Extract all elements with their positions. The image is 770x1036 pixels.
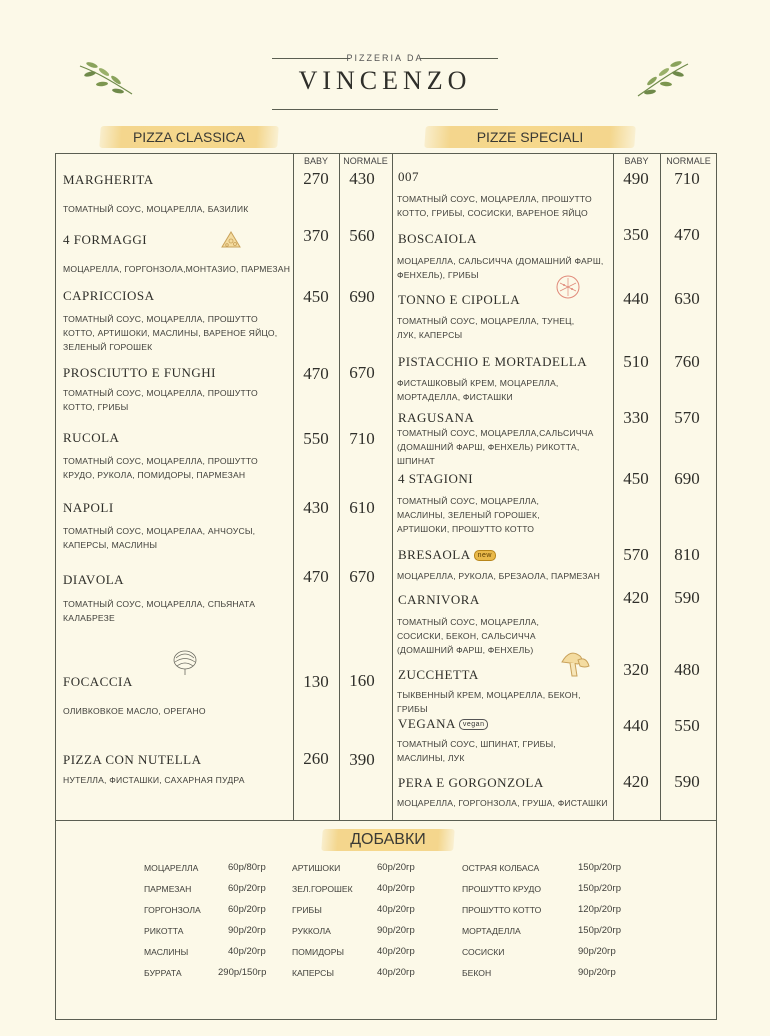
price-baby: 440: [623, 716, 649, 735]
extra-name: ЗЕЛ.ГОРОШЕК: [292, 884, 353, 894]
item-desc: ТОМАТНЫЙ СОУС, МОЦАРЕЛЛА, ПРОШУТТО КОТТО, ГРИБЫ, СОСИСКИ, ВАРЕНОЕ ЯЙЦО: [397, 194, 592, 218]
item-desc: ТЫКВЕННЫЙ КРЕМ, МОЦАРЕЛЛА, БЕКОН, ГРИБЫ: [397, 690, 581, 714]
item-name: PIZZA CON NUTELLA: [63, 752, 202, 767]
section-banner-speciali: PIZZE SPECIALI: [425, 123, 635, 151]
item-name: FOCACCIA: [63, 674, 133, 689]
price-baby: 330: [623, 408, 649, 427]
artichoke-icon: [170, 646, 200, 676]
olive-branch-icon: [634, 60, 690, 98]
frame-right: [716, 153, 717, 1020]
price-baby: 490: [623, 169, 649, 188]
item-desc: ФИСТАШКОВЫЙ КРЕМ, МОЦАРЕЛЛА, МОРТАДЕЛЛА, ФИСТАШКИ: [397, 378, 559, 402]
extra-name: ПАРМЕЗАН: [144, 884, 192, 894]
extra-price: 290р/150гр: [218, 967, 267, 978]
frame-separator-extras: [55, 820, 717, 821]
price-normale: 760: [674, 352, 700, 371]
mushroom-icon: [558, 646, 592, 680]
col-divider: [660, 153, 661, 820]
cheese-icon: [219, 229, 243, 253]
section-banner-extras: ДОБАВКИ: [322, 826, 454, 854]
item-name: [398, 547, 496, 563]
item-desc: ТОМАТНЫЙ СОУС, МОЦАРЕЛЛА, ПРОШУТТО КОТТО, ГРИБЫ: [63, 388, 258, 412]
price-normale: 590: [674, 772, 700, 791]
price-baby: 420: [623, 588, 649, 607]
item-name: ZUCCHETTA: [398, 667, 479, 682]
item-desc: ТОМАТНЫЙ СОУС, МОЦАРЕЛАА, АНЧОУСЫ, КАПЕРСЫ, МАСЛИНЫ: [63, 526, 256, 550]
extra-price: 120р/20гр: [578, 904, 622, 915]
extra-name: ПРОШУТТО КОТТО: [462, 905, 542, 915]
price-normale: 590: [674, 588, 700, 607]
item-desc: ТОМАТНЫЙ СОУС, МОЦАРЕЛЛА, БАЗИЛИК: [63, 204, 249, 214]
price-baby: 450: [623, 469, 649, 488]
price-normale: 390: [349, 750, 375, 769]
item-name: TONNO E CIPOLLA: [398, 292, 521, 307]
price-baby: 450: [303, 287, 329, 306]
frame-top: [55, 153, 717, 154]
extra-price: 40р/20гр: [377, 967, 415, 978]
extra-name: МОРТАДЕЛЛА: [462, 926, 521, 936]
extra-name: МОЦАРЕЛЛА: [144, 863, 199, 873]
extra-name: ОСТРАЯ КОЛБАСА: [462, 863, 540, 873]
extra-price: 90р/20гр: [578, 967, 616, 978]
extra-price: 90р/20гр: [377, 925, 415, 936]
item-name-text: VEGANA: [398, 716, 456, 731]
extra-name: РУККОЛА: [292, 926, 331, 936]
frame-left: [55, 153, 56, 1020]
price-normale: 690: [674, 469, 700, 488]
extra-price: 150р/20гр: [578, 925, 622, 936]
col-header-normale: NORMALE: [666, 156, 711, 166]
price-normale: 160: [349, 671, 375, 690]
header-subtitle: PIZZERIA DA: [346, 53, 424, 63]
price-baby: 320: [623, 660, 649, 679]
item-name: RUCOLA: [63, 430, 120, 445]
extra-price: 60р/20гр: [377, 862, 415, 873]
item-desc: ТОМАТНЫЙ СОУС, ШПИНАТ, ГРИБЫ, МАСЛИНЫ, ЛУК: [397, 739, 556, 763]
price-normale: 670: [349, 363, 375, 382]
extra-price: 40р/20гр: [377, 946, 415, 957]
item-name: BOSCAIOLA: [398, 231, 477, 246]
olive-branch-icon: [78, 60, 134, 98]
price-normale: 810: [674, 545, 700, 564]
item-desc: МОЦАРЕЛЛА, САЛЬСИЧЧА (ДОМАШНИЙ ФАРШ, ФЕНХЕЛЬ), ГРИБЫ: [397, 256, 604, 280]
price-baby: 430: [303, 498, 329, 517]
price-baby: 550: [303, 429, 329, 448]
price-normale: 560: [349, 226, 375, 245]
vegan-badge: vegan: [459, 719, 489, 730]
item-name: CAPRICCIOSA: [63, 288, 155, 303]
item-name-text: BRESAOLA: [398, 547, 471, 562]
extra-name: МАСЛИНЫ: [144, 947, 189, 957]
item-name: 007: [398, 169, 419, 184]
col-divider: [339, 153, 340, 820]
price-normale: 710: [349, 429, 375, 448]
extra-name: АРТИШОКИ: [292, 863, 341, 873]
item-name: CARNIVORA: [398, 592, 480, 607]
col-divider: [293, 153, 294, 820]
item-name: RAGUSANA: [398, 410, 475, 425]
extra-price: 90р/20гр: [228, 925, 266, 936]
extra-price: 40р/20гр: [377, 883, 415, 894]
extra-price: 90р/20гр: [578, 946, 616, 957]
item-name: 4 STAGIONI: [398, 471, 474, 486]
item-desc: МОЦАРЕЛЛА, РУКОЛА, БРЕЗАОЛА, ПАРМЕЗАН: [397, 571, 600, 581]
extra-name: ПОМИДОРЫ: [292, 947, 345, 957]
price-normale: 670: [349, 567, 375, 586]
price-normale: 550: [674, 716, 700, 735]
price-baby: 130: [303, 672, 329, 691]
section-banner-classica: PIZZA CLASSICA: [100, 123, 278, 151]
extra-name: ГРИБЫ: [292, 905, 322, 915]
price-normale: 630: [674, 289, 700, 308]
col-header-normale: NORMALE: [343, 156, 388, 166]
price-normale: 710: [674, 169, 700, 188]
item-desc: ТОМАТНЫЙ СОУС, МОЦАРЕЛЛА, ПРОШУТТО КРУДО, РУКОЛА, ПОМИДОРЫ, ПАРМЕЗАН: [63, 456, 258, 480]
item-desc: ОЛИВКОВКОЕ МАСЛО, ОРЕГАНО: [63, 706, 206, 716]
tomato-slice-icon: [554, 273, 582, 301]
price-normale: 610: [349, 498, 375, 517]
price-normale: 430: [349, 169, 375, 188]
price-normale: 470: [674, 225, 700, 244]
price-baby: 420: [623, 772, 649, 791]
extra-name: РИКОТТА: [144, 926, 184, 936]
price-baby: 470: [303, 567, 329, 586]
item-name: MARGHERITA: [63, 172, 154, 187]
price-baby: 470: [303, 364, 329, 383]
header-title: VINCENZO: [298, 66, 472, 95]
price-baby: 260: [303, 749, 329, 768]
price-normale: 480: [674, 660, 700, 679]
extra-price: 60р/20гр: [228, 883, 266, 894]
item-desc: ТОМАТНЫЙ СОУС, МОЦАРЕЛЛА, ТУНЕЦ, ЛУК, КАПЕРСЫ: [397, 316, 575, 340]
price-baby: 350: [623, 225, 649, 244]
extra-name: ПРОШУТТО КРУДО: [462, 884, 542, 894]
item-name: PERA E GORGONZOLA: [398, 775, 544, 790]
extra-name: БУРРАТА: [144, 968, 182, 978]
price-baby: 440: [623, 289, 649, 308]
item-name: PISTACCHIO E MORTADELLA: [398, 354, 588, 369]
item-desc: МОЦАРЕЛЛА, ГОРГОНЗОЛА, ГРУША, ФИСТАШКИ: [397, 798, 608, 808]
item-desc: ТОМАТНЫЙ СОУС, МОЦАРЕЛЛА, СПЬЯНАТА КАЛАБРЕЗЕ: [63, 599, 256, 623]
header-rule-bottom: [272, 109, 498, 110]
item-desc: ТОМАТНЫЙ СОУС, МОЦАРЕЛЛА,САЛЬСИЧЧА (ДОМАШНИЙ ФАРШ, ФЕНХЕЛЬ) РИКОТТА, ШПИНАТ: [397, 428, 594, 466]
extra-price: 60р/80гр: [228, 862, 266, 873]
extra-price: 60р/20гр: [228, 904, 266, 915]
col-divider: [613, 153, 614, 820]
item-name: DIAVOLA: [63, 572, 125, 587]
item-name: 4 FORMAGGI: [63, 232, 148, 247]
price-baby: 570: [623, 545, 649, 564]
col-header-baby: BABY: [303, 156, 328, 166]
item-name: NAPOLI: [63, 500, 114, 515]
item-desc: МОЦАРЕЛЛА, ГОРГОНЗОЛА,МОНТАЗИО, ПАРМЕЗАН: [63, 264, 291, 274]
extra-price: 150р/20гр: [578, 862, 622, 873]
extra-name: КАПЕРСЫ: [292, 968, 334, 978]
col-header-baby: BABY: [624, 156, 649, 166]
price-baby: 270: [303, 169, 329, 188]
extra-price: 150р/20гр: [578, 883, 622, 894]
item-desc: ТОМАТНЫЙ СОУС, МОЦАРЕЛЛА, МАСЛИНЫ, ЗЕЛЕНЫЙ ГОРОШЕК, АРТИШОКИ, ПРОШУТТО КОТТО: [397, 496, 540, 534]
extra-price: 40р/20гр: [228, 946, 266, 957]
item-desc: ТОМАТНЫЙ СОУС, МОЦАРЕЛЛА, СОСИСКИ, БЕКОН, САЛЬСИЧЧА (ДОМАШНИЙ ФАРШ, ФЕНХЕЛЬ): [397, 617, 540, 655]
price-normale: 570: [674, 408, 700, 427]
item-name: PROSCIUTTO E FUNGHI: [63, 365, 216, 380]
new-badge: new: [474, 550, 496, 561]
price-normale: 690: [349, 287, 375, 306]
extra-name: БЕКОН: [462, 968, 492, 978]
price-baby: 510: [623, 352, 649, 371]
item-name: [398, 716, 488, 732]
extra-name: ГОРГОНЗОЛА: [144, 905, 201, 915]
frame-bottom: [55, 1019, 717, 1020]
item-desc: ТОМАТНЫЙ СОУС, МОЦАРЕЛЛА, ПРОШУТТО КОТТО, АРТИШОКИ, МАСЛИНЫ, ВАРЕНОЕ ЯЙЦО, ЗЕЛЕНЫЙ ГОРОШЕК: [63, 314, 278, 352]
price-baby: 370: [303, 226, 329, 245]
extra-price: 40р/20гр: [377, 904, 415, 915]
extra-name: СОСИСКИ: [462, 947, 505, 957]
item-desc: НУТЕЛЛА, ФИСТАШКИ, САХАРНАЯ ПУДРА: [63, 775, 245, 785]
col-divider: [392, 153, 393, 820]
